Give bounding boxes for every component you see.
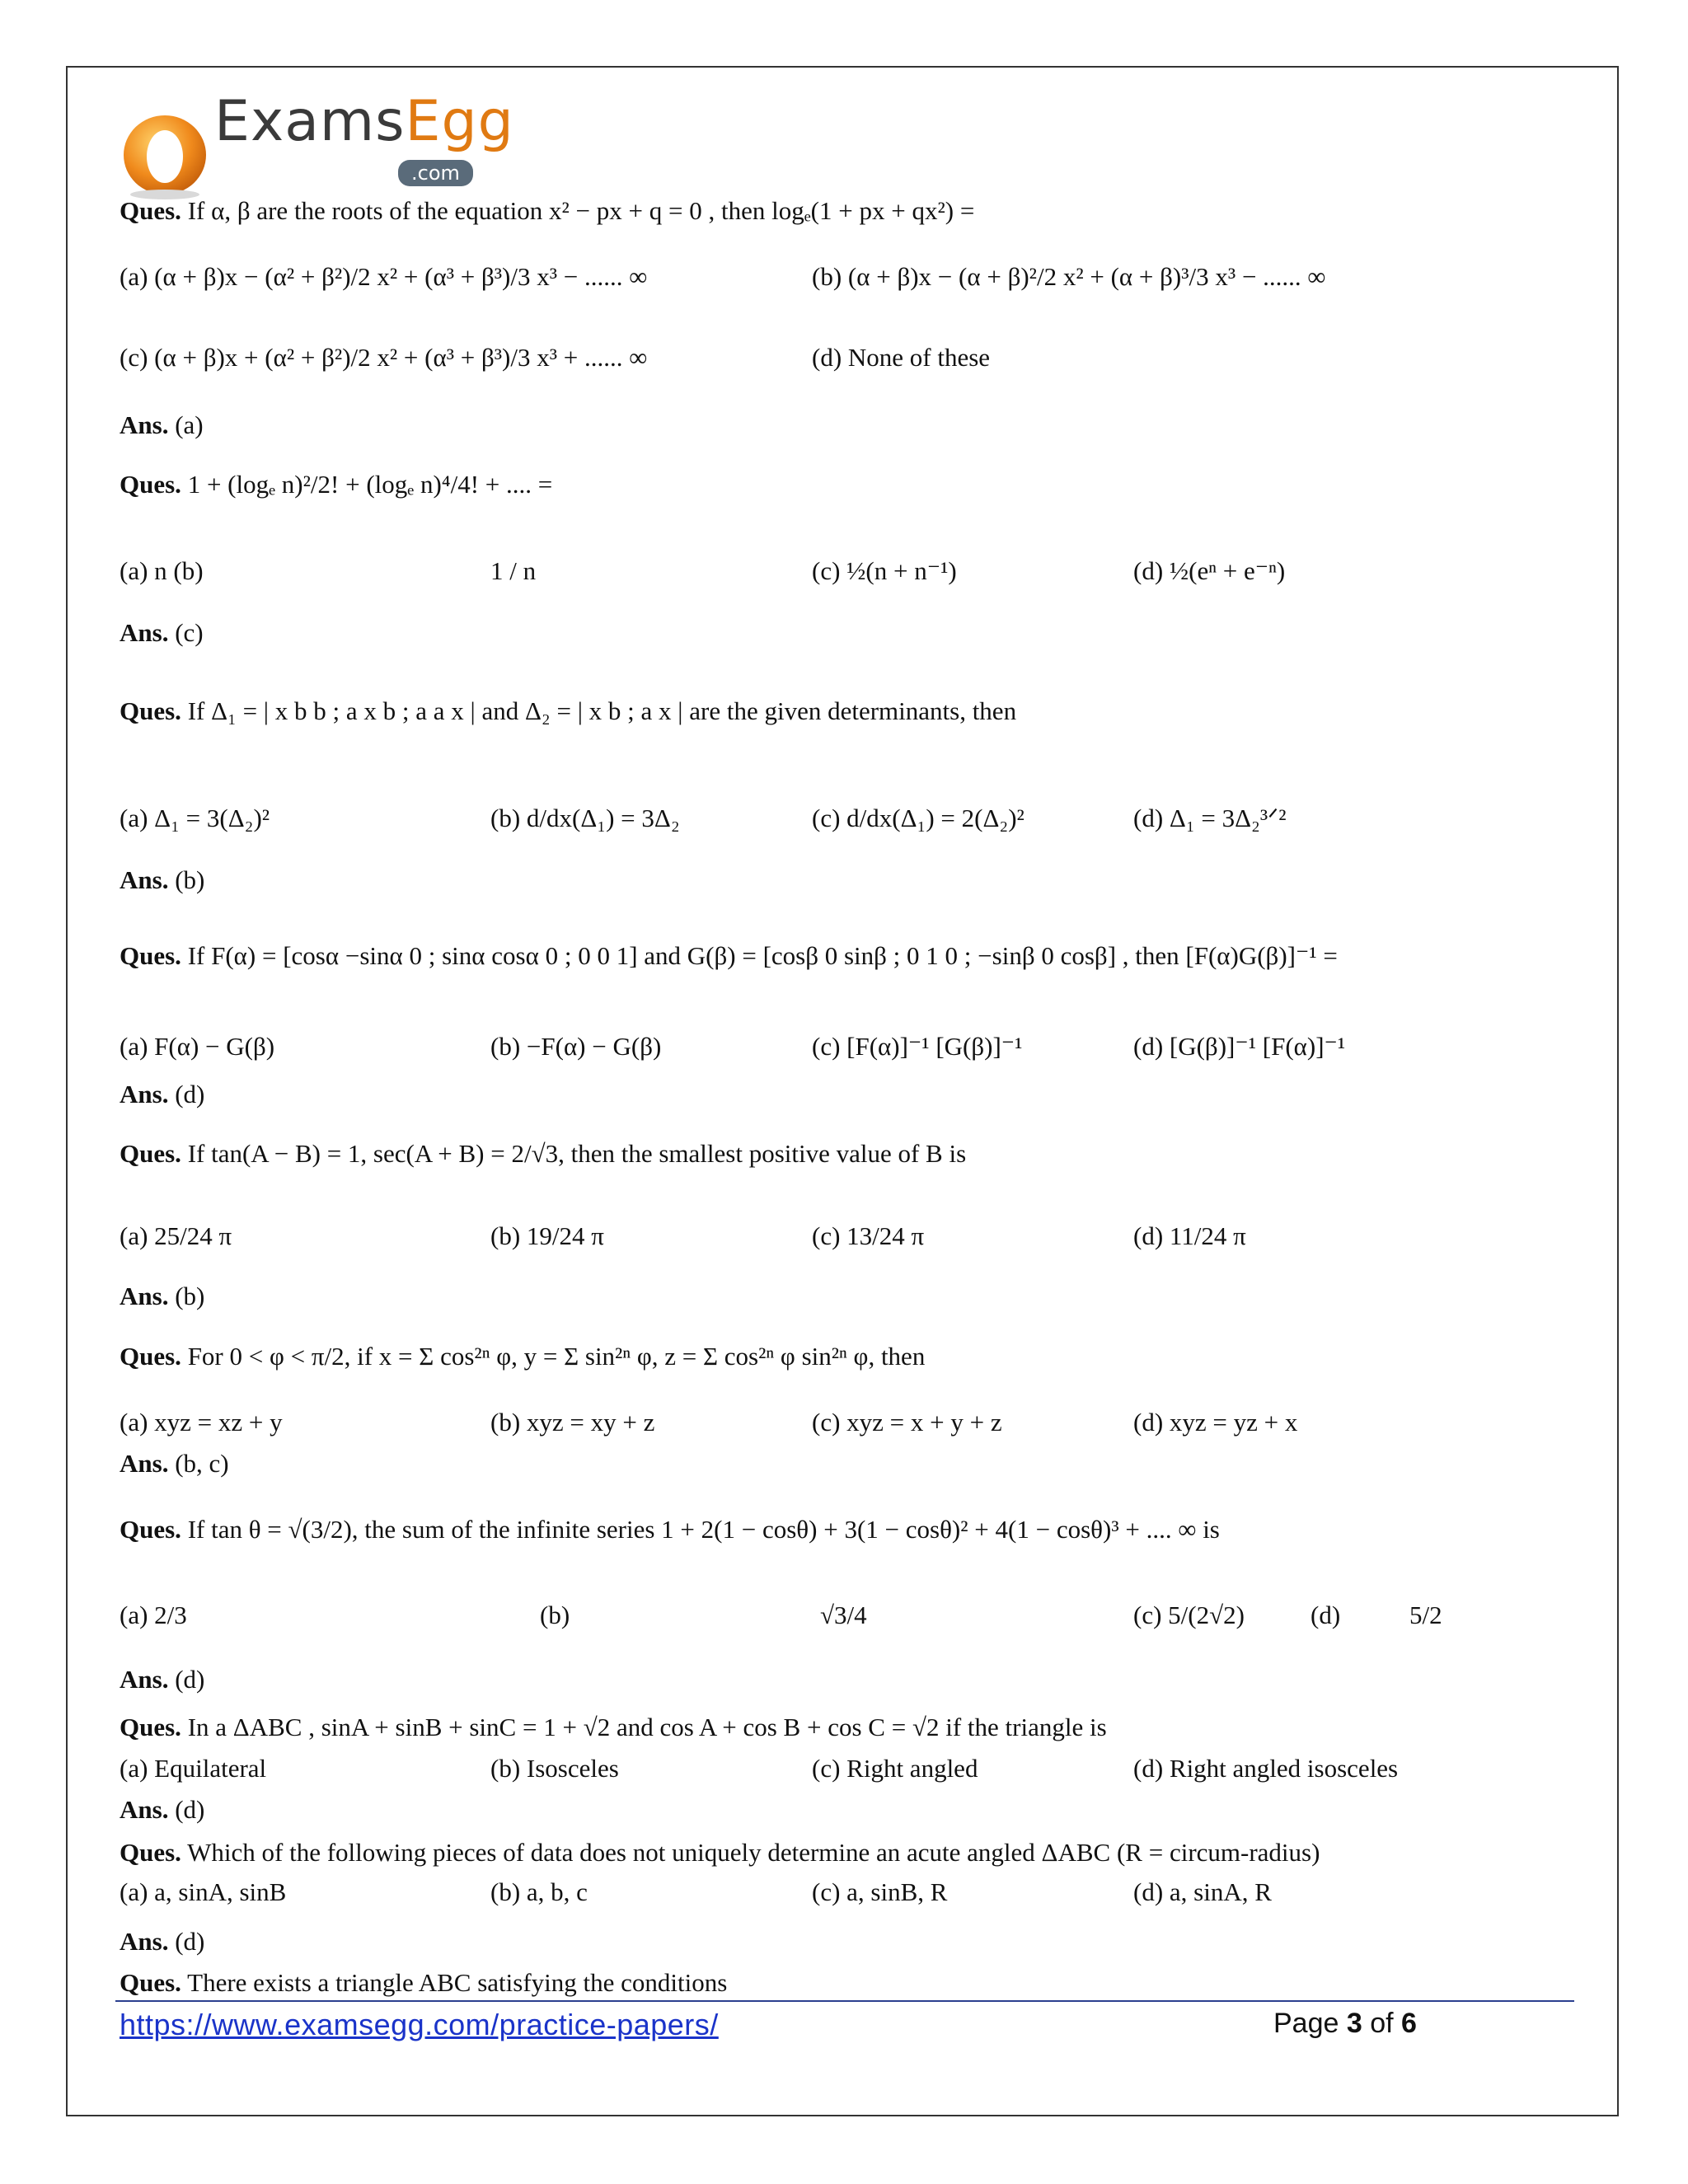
question-text: If F(α) = [cosα −sinα 0 ; sinα cosα 0 ; 0 0 1] and G(β) = [cosβ 0 sinβ ; 0 1 0 ; −sinβ 0 cosβ] , then [F(α)G(β)]⁻¹ = — [181, 941, 1338, 970]
question-line — [120, 1137, 966, 1170]
question-text: Which of the following pieces of data does not uniquely determine an acute angled ΔABC (R = circum-radius) — [181, 1838, 1320, 1867]
question-line — [120, 1513, 1220, 1546]
question-line — [120, 940, 1338, 972]
brand-exams: Exams — [214, 89, 406, 154]
option: (a) a, sinA, sinB — [120, 1877, 287, 1906]
option: (d) Right angled isosceles — [1133, 1754, 1399, 1783]
answer-line — [120, 1793, 204, 1826]
ques-label: Ques. — [120, 1342, 181, 1371]
answer-line — [120, 616, 204, 649]
question-line — [120, 1836, 1320, 1869]
ans-label: Ans. — [120, 865, 169, 894]
page-indicator — [1273, 2008, 1417, 2040]
option: (d) [G(β)]⁻¹ [F(α)]⁻¹ — [1133, 1032, 1346, 1061]
ques-label: Ques. — [120, 470, 181, 499]
ques-label: Ques. — [120, 696, 181, 725]
option: (d) — [1311, 1601, 1341, 1629]
option: (c) Right angled — [812, 1754, 978, 1783]
option: (d) Δ₁ = 3Δ₂³ᐟ² — [1133, 804, 1287, 832]
question-line — [120, 1340, 925, 1373]
option: √3/4 — [820, 1601, 867, 1629]
option: (b) (α + β)x − (α + β)²/2 x² + (α + β)³/3 x³ − ...... ∞ — [812, 262, 1326, 291]
option: (d) xyz = yz + x — [1133, 1408, 1298, 1436]
question-line — [120, 468, 552, 501]
question-text: If tan(A − B) = 1, sec(A + B) = 2/√3, then the smallest positive value of B is — [181, 1139, 967, 1168]
question-text: For 0 < φ < π/2, if x = Σ cos²ⁿ φ, y = Σ sin²ⁿ φ, z = Σ cos²ⁿ φ sin²ⁿ φ, then — [181, 1342, 926, 1371]
ans-label: Ans. — [120, 1927, 169, 1956]
answer-text: (d) — [168, 1795, 205, 1824]
option: (b) d/dx(Δ₁) = 3Δ₂ — [490, 804, 680, 832]
question-text: There exists a triangle ABC satisfying the conditions — [181, 1968, 728, 1997]
option: (a) n (b) — [120, 556, 204, 585]
egg-logo-icon — [120, 105, 210, 200]
option: (a) F(α) − G(β) — [120, 1032, 275, 1061]
page-total: 6 — [1401, 2008, 1417, 2039]
answer-line — [120, 1663, 204, 1696]
answer-line — [120, 1280, 204, 1313]
ans-label: Ans. — [120, 1282, 169, 1310]
answer-line — [120, 409, 204, 442]
option: (a) Δ₁ = 3(Δ₂)² — [120, 804, 270, 832]
ques-label: Ques. — [120, 941, 181, 970]
question-text: If Δ₁ = | x b b ; a x b ; a a x | and Δ₂ = | x b ; a x | are the given determinants, then — [181, 696, 1017, 725]
footer-url-link[interactable]: https://www.examsegg.com/practice-papers/ — [120, 2008, 719, 2041]
answer-line — [120, 1078, 204, 1111]
option: (a) Equilateral — [120, 1754, 267, 1783]
ans-label: Ans. — [120, 618, 169, 647]
option: (c) [F(α)]⁻¹ [G(β)]⁻¹ — [812, 1032, 1023, 1061]
ques-label: Ques. — [120, 1139, 181, 1168]
option: (d) ½(eⁿ + e⁻ⁿ) — [1133, 556, 1286, 585]
page-mid: of — [1362, 2008, 1402, 2039]
option: (b) a, b, c — [490, 1877, 588, 1906]
page-current: 3 — [1346, 2008, 1362, 2039]
answer-text: (b) — [168, 1282, 205, 1310]
option: (c) (α + β)x + (α² + β²)/2 x² + (α³ + β³)/3 x³ + ...... ∞ — [120, 343, 648, 372]
ques-label: Ques. — [120, 1515, 181, 1544]
option: (b) xyz = xy + z — [490, 1408, 655, 1436]
ans-label: Ans. — [120, 1795, 169, 1824]
ans-label: Ans. — [120, 1080, 169, 1108]
ques-label: Ques. — [120, 196, 181, 225]
ques-label: Ques. — [120, 1968, 181, 1997]
option: 5/2 — [1409, 1601, 1442, 1629]
examsegg-logo[interactable] — [120, 89, 514, 196]
option: (d) a, sinA, R — [1133, 1877, 1272, 1906]
option: (c) ½(n + n⁻¹) — [812, 556, 957, 585]
option: (a) 2/3 — [120, 1601, 187, 1629]
page-prefix: Page — [1273, 2008, 1347, 2039]
brand-egg: Egg — [405, 89, 514, 154]
brand-wordmark — [214, 89, 514, 154]
option: (b) −F(α) − G(β) — [490, 1032, 662, 1061]
option: (c) 13/24 π — [812, 1221, 925, 1250]
question-line — [120, 1711, 1107, 1744]
option: 1 / n — [490, 556, 537, 585]
question-line — [120, 194, 974, 227]
ans-label: Ans. — [120, 1449, 169, 1478]
option: (c) d/dx(Δ₁) = 2(Δ₂)² — [812, 804, 1025, 832]
ans-label: Ans. — [120, 1665, 169, 1694]
ans-label: Ans. — [120, 410, 169, 439]
answer-line — [120, 1447, 229, 1480]
option: (a) (α + β)x − (α² + β²)/2 x² + (α³ + β³)/3 x³ − ...... ∞ — [120, 262, 648, 291]
option: (a) 25/24 π — [120, 1221, 232, 1250]
option: (d) None of these — [812, 343, 991, 372]
option: (c) 5/(2√2) — [1133, 1601, 1245, 1629]
answer-text: (a) — [168, 410, 204, 439]
option: (a) xyz = xz + y — [120, 1408, 283, 1436]
option: (c) xyz = x + y + z — [812, 1408, 1002, 1436]
option: (c) a, sinB, R — [812, 1877, 948, 1906]
answer-text: (b, c) — [168, 1449, 229, 1478]
answer-line — [120, 864, 204, 897]
question-line — [120, 1966, 727, 1999]
brand-domain-badge: .com — [398, 160, 473, 186]
question-text: If tan θ = √(3/2), the sum of the infinite series 1 + 2(1 − cosθ) + 3(1 − cosθ)² + 4(1 − cosθ)³ + .... ∞ is — [181, 1515, 1220, 1544]
answer-text: (d) — [168, 1080, 205, 1108]
answer-text: (d) — [168, 1665, 205, 1694]
footer-divider — [115, 2000, 1574, 2002]
answer-line — [120, 1925, 204, 1958]
ques-label: Ques. — [120, 1838, 181, 1867]
question-text: If α, β are the roots of the equation x² − px + q = 0 , then logₑ(1 + px + qx²) = — [181, 196, 975, 225]
answer-text: (b) — [168, 865, 205, 894]
option: (d) 11/24 π — [1133, 1221, 1246, 1250]
ques-label: Ques. — [120, 1713, 181, 1741]
question-text: In a ΔABC , sinA + sinB + sinC = 1 + √2 and cos A + cos B + cos C = √2 if the triangle is — [181, 1713, 1107, 1741]
option: (b) Isosceles — [490, 1754, 619, 1783]
question-line — [120, 695, 1016, 728]
answer-text: (d) — [168, 1927, 205, 1956]
question-text: 1 + (logₑ n)²/2! + (logₑ n)⁴/4! + .... = — [181, 470, 553, 499]
option: (b) — [540, 1601, 570, 1629]
option: (b) 19/24 π — [490, 1221, 604, 1250]
answer-text: (c) — [168, 618, 204, 647]
